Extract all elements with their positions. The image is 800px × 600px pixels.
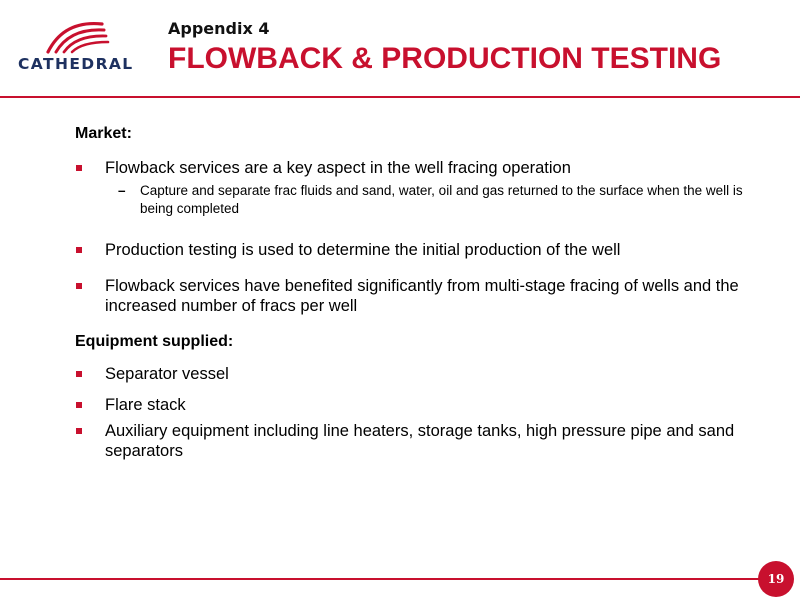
market-heading: Market: bbox=[75, 125, 132, 142]
cathedral-arches-icon bbox=[42, 18, 112, 54]
bullet-text: Separator vessel bbox=[105, 365, 229, 383]
slide-content bbox=[75, 124, 765, 461]
sub-list-item bbox=[75, 182, 765, 218]
dash-bullet-icon: – bbox=[118, 183, 126, 198]
company-logo bbox=[14, 18, 132, 80]
list-item bbox=[75, 240, 765, 260]
bullet-text: Flowback services have benefited significantly from multi-stage fracing of wells and the increased number of fracs per well bbox=[105, 277, 739, 315]
page-title: FLOWBACK & PRODUCTION TESTING bbox=[168, 42, 722, 75]
square-bullet-icon bbox=[76, 283, 82, 289]
header-divider bbox=[0, 96, 800, 98]
square-bullet-icon bbox=[76, 428, 82, 434]
footer-divider bbox=[0, 578, 760, 580]
list-item bbox=[75, 421, 765, 461]
bullet-text: Production testing is used to determine the initial production of the well bbox=[105, 241, 621, 259]
equipment-heading: Equipment supplied: bbox=[75, 333, 234, 350]
logo-wordmark: CATHEDRAL bbox=[18, 55, 134, 73]
appendix-label: Appendix 4 bbox=[168, 19, 270, 38]
bullet-text: Flare stack bbox=[105, 396, 186, 414]
square-bullet-icon bbox=[76, 165, 82, 171]
square-bullet-icon bbox=[76, 247, 82, 253]
list-item bbox=[75, 158, 765, 178]
sub-bullet-text: Capture and separate frac fluids and sand, water, oil and gas returned to the surface when the well is being completed bbox=[140, 183, 743, 216]
square-bullet-icon bbox=[76, 371, 82, 377]
bullet-text: Flowback services are a key aspect in the well fracing operation bbox=[105, 159, 571, 177]
list-item bbox=[75, 395, 765, 415]
list-item bbox=[75, 364, 765, 384]
bullet-text: Auxiliary equipment including line heaters, storage tanks, high pressure pipe and sand separators bbox=[105, 422, 735, 460]
square-bullet-icon bbox=[76, 402, 82, 408]
page-number-badge: 19 bbox=[758, 561, 794, 597]
list-item bbox=[75, 276, 765, 316]
